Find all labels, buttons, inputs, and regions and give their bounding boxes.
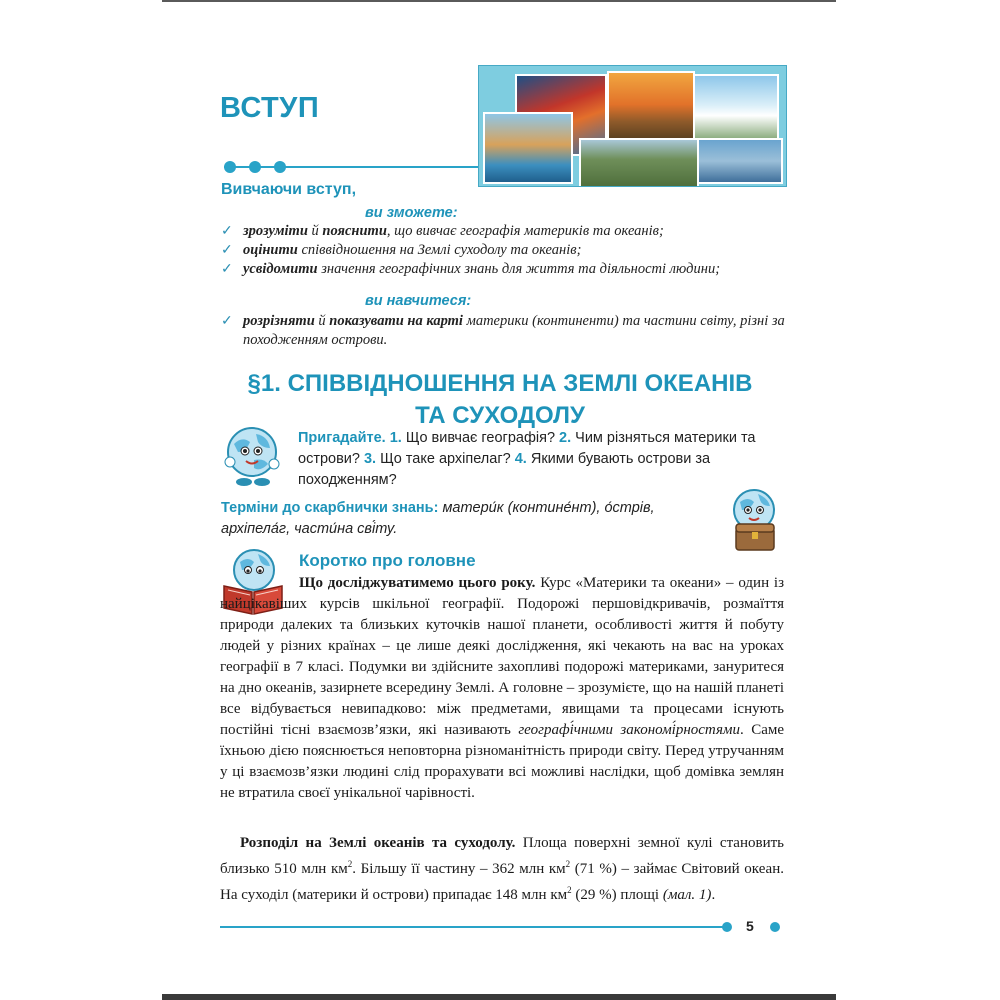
key-terms: Терміни до скарбнички знань: матери́к (контине́нт), о́стрів, архіпела́г, части́на сві́ту. [221,500,655,537]
sea-rocks-photo [483,112,573,184]
paragraph-intro: Що досліджуватимемо цього року. Курс «Материки та океани» – один із найцікавіших курсів шкільної географії. Подорожі першовідкривачів, розмаїття природи далеких та близьких куточків нашої планети, особливості життя й побуту людей у різних країнах – це лише деякі дослідження, які чекають на вас на уроках географії в 7 класі. Подумки ви здійсните захопливі подорожі материками, зануритеся на дно океанів, зазирнете всередину Землі. А головне – зрозумієте, що на нашій планеті все відбувається невипадково: між предметами, явищами та процесами існують постійні тісні взаємозв’язки, які називають географі́чними закономі́рностями. Саме їхньою дією пояснюється неповторна різноманітність природи світу. Перед утручанням у ці взаємозв’язки людині слід прорахувати всі можливі наслідки, щоб домівка землян не втратила своєї унікальної чарівності. [220,575,785,801]
savanna-photo [607,71,695,145]
goal-item: ✓ зрозуміти й пояснити, що вивчає географія материків та океанів; [221,223,664,239]
footer-dot [722,922,732,932]
checkmark-icon: ✓ [221,262,233,277]
goal-item: ✓ розрізняти й показувати на карті материки (континенти) та частини світу, різні за походженням острови. [221,313,785,348]
section-title: §1. СПІВВІДНОШЕННЯ НА ЗЕМЛІ ОКЕАНІВ ТА СУХОДОЛУ [247,370,753,429]
checkmark-icon: ✓ [221,243,233,258]
great-wall-photo [579,138,699,187]
page-number: 5 [746,918,754,934]
top-rule [162,0,836,2]
brief-heading: Коротко про головне [299,551,476,570]
globe-mascot-thinking-icon [218,422,288,490]
city-photo [697,138,783,184]
goals-heading: Вивчаючи вступ, [221,181,357,198]
bottom-rule [162,994,836,1000]
checkmark-icon: ✓ [221,314,233,329]
learn-label: ви навчитеся: [365,293,472,309]
can-label: ви зможете: [365,205,458,221]
intro-title: ВСТУП [220,92,320,124]
title-underline [224,161,486,173]
goal-item: ✓ усвідомити значення географічних знань для життя та діяльності людини; [221,261,721,277]
globe-mascot-chest-icon [718,486,788,554]
footer-dot [770,922,780,932]
goal-item: ✓ оцінити співвідношення на Землі суходолу та океанів; [221,242,582,258]
recall-questions: Пригадайте. 1. Що вивчає географія? 2. Чим різняться материки та острови? 3. Що таке архіпелаг? 4. Якими бувають острови за походженням? [298,430,756,488]
footer-rule [220,926,728,928]
paragraph-distribution: Розподіл на Землі океанів та суходолу. Площа поверхні земної кулі становить близько 510 млн $км^2$. Більшу її частину – 362 млн $км^2$ (71 %) – займає Світовий океан. На суходіл (материки й острови) припадає 148 млн $км^2$ (29 %) площі (мал. 1). [220,835,784,903]
checkmark-icon: ✓ [221,224,233,239]
photo-collage [478,65,787,187]
